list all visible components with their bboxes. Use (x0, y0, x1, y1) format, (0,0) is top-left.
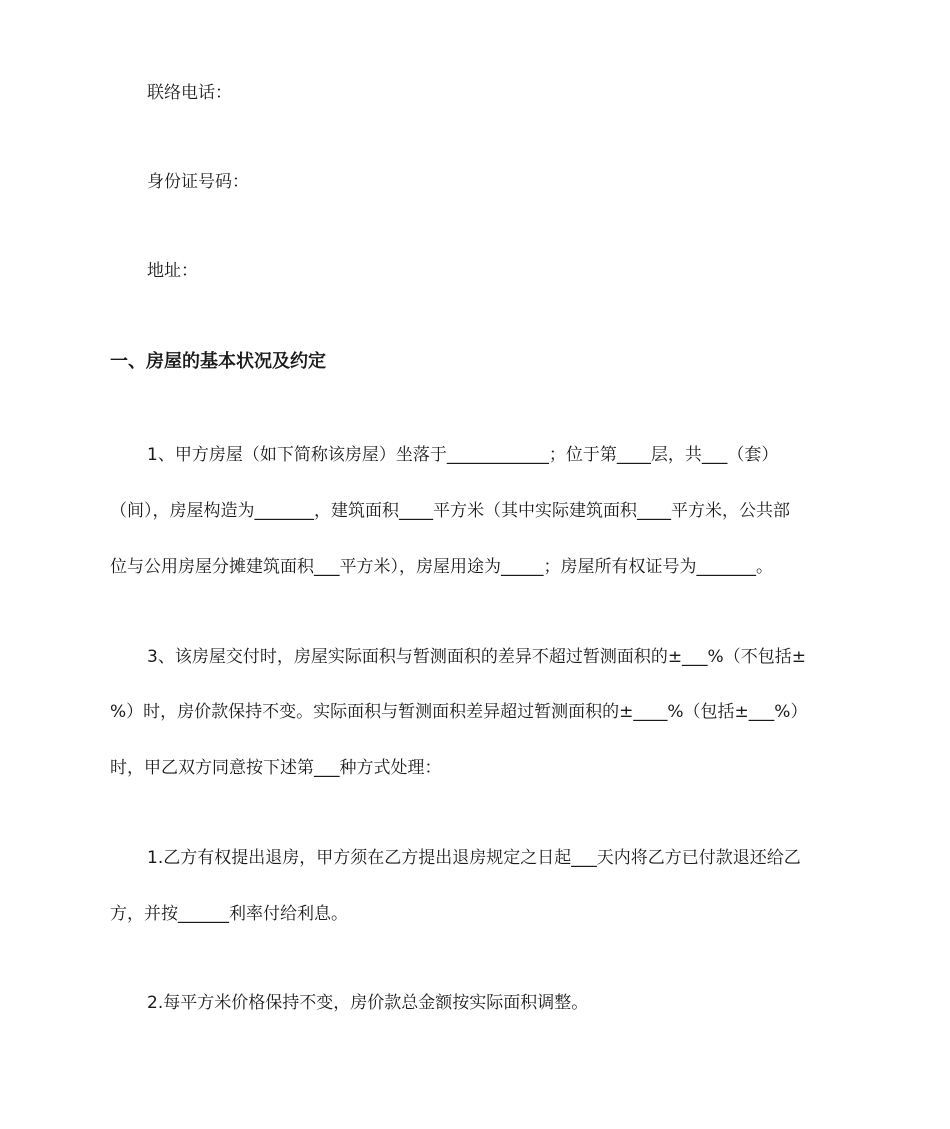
contact-phone-label: 联络电话： (147, 83, 232, 103)
paragraph-1-line-3: 位与公用房屋分摊建筑面积___平方米），房屋用途为_____；房屋所有权证号为_______。 (110, 557, 773, 577)
id-number-label: 身份证号码： (147, 172, 249, 192)
paragraph-3-line-2: %）时，房价款保持不变。实际面积与暂测面积差异超过暂测面积的±____%（包括±___%） (110, 702, 808, 722)
paragraph-1-line-2: （间），房屋构造为_______，建筑面积____平方米（其中实际建筑面积____平方米，公共部 (110, 501, 790, 521)
address-label: 地址： (147, 261, 198, 281)
paragraph-3-line-1: 3、该房屋交付时，房屋实际面积与暂测面积的差异不超过暂测面积的±___%（不包括± (147, 647, 806, 667)
section-heading: 一、房屋的基本状况及约定 (110, 351, 326, 372)
paragraph-1-line-1: 1、甲方房屋（如下简称该房屋）坐落于____________；位于第____层，共___（套） (147, 445, 779, 465)
option-1-line-1: 1.乙方有权提出退房，甲方须在乙方提出退房规定之日起___天内将乙方已付款退还给乙 (147, 848, 801, 868)
option-1-line-2: 方，并按______利率付给利息。 (110, 904, 348, 924)
paragraph-3-line-3: 时，甲乙双方同意按下述第___种方式处理： (110, 758, 442, 778)
option-2-line-1: 2.每平方米价格保持不变，房价款总金额按实际面积调整。 (147, 993, 589, 1013)
